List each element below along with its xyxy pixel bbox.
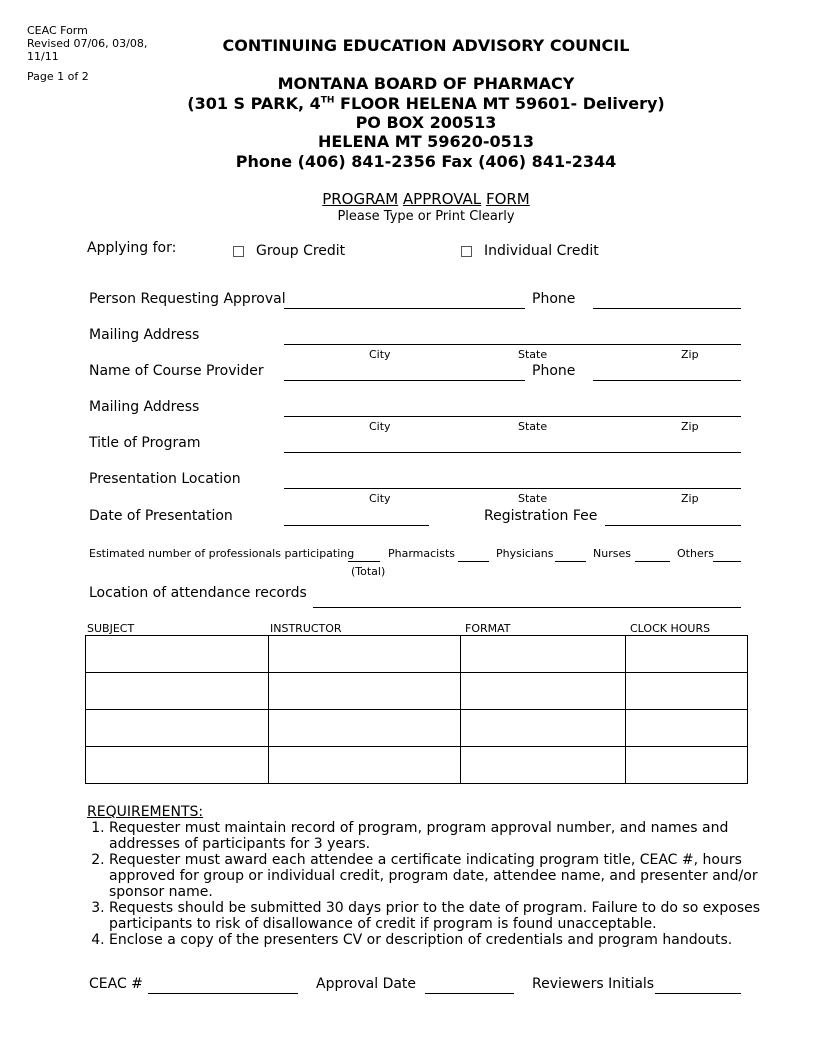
title-program-label: Title of Program	[89, 435, 201, 451]
format-header: FORMAT	[465, 622, 511, 635]
instructor-cell[interactable]	[268, 673, 461, 710]
program-schedule-table	[85, 635, 748, 784]
table-row	[86, 710, 748, 747]
state-caption: State	[518, 492, 548, 505]
approval-date-field[interactable]	[425, 993, 514, 994]
provider-phone-field[interactable]	[593, 380, 741, 381]
mailing-address-label: Mailing Address	[89, 327, 200, 343]
format-cell[interactable]	[461, 747, 626, 784]
delivery-address: (301 S PARK, 4TH FLOOR HELENA MT 59601- Delivery)	[187, 94, 665, 113]
council-title: CONTINUING EDUCATION ADVISORY COUNCIL	[222, 36, 630, 55]
course-provider-label: Name of Course Provider	[89, 363, 264, 379]
reviewers-initials-label: Reviewers Initials	[532, 976, 655, 992]
city-zip: HELENA MT 59620-0513	[317, 132, 535, 151]
requirements-heading: REQUIREMENTS:	[87, 804, 204, 820]
reviewers-initials-field[interactable]	[655, 993, 741, 994]
format-cell[interactable]	[461, 636, 626, 673]
provider-phone-label: Phone	[532, 363, 576, 379]
pharmacists-label: Pharmacists	[388, 547, 456, 560]
individual-credit-checkbox[interactable]	[461, 246, 472, 257]
attendance-records-label: Location of attendance records	[89, 585, 307, 601]
total-field[interactable]	[348, 561, 380, 562]
total-caption: (Total)	[351, 565, 386, 578]
city-caption: City	[369, 492, 391, 505]
format-cell[interactable]	[461, 673, 626, 710]
requirements-section	[87, 804, 767, 948]
form-instruction: Please Type or Print Clearly	[337, 209, 515, 224]
mailing-address-field[interactable]	[284, 344, 741, 345]
requirement-item: 3. Requests should be submitted 30 days prior to the date of program. Failure to do so exposes participants to risk of disallowance of credit if program is found unacceptable.	[109, 900, 767, 932]
subject-cell[interactable]	[86, 673, 269, 710]
city-caption: City	[369, 420, 391, 433]
clock-hours-cell[interactable]	[626, 747, 748, 784]
estimated-label: Estimated number of professionals participating	[89, 547, 355, 560]
subject-cell[interactable]	[86, 710, 269, 747]
table-row	[86, 636, 748, 673]
approval-date-label: Approval Date	[316, 976, 417, 992]
subject-cell[interactable]	[86, 636, 269, 673]
requirement-item: 2. Requester must award each attendee a certificate indicating program title, CEAC #, hours approved for group or individual credit, program date, attendee name, and presenter and/or sponsor name.	[109, 852, 767, 900]
form-title: PROGRAM APPROVAL FORM	[322, 190, 530, 208]
date-presentation-label: Date of Presentation	[89, 508, 233, 524]
attendance-records-field[interactable]	[313, 607, 741, 608]
city-caption: City	[369, 348, 391, 361]
group-credit-label: Group Credit	[256, 243, 346, 259]
others-label: Others	[677, 547, 714, 560]
provider-mailing-address-label: Mailing Address	[89, 399, 200, 415]
title-program-field[interactable]	[284, 452, 741, 453]
nurses-label: Nurses	[593, 547, 631, 560]
clock-hours-cell[interactable]	[626, 636, 748, 673]
instructor-cell[interactable]	[268, 636, 461, 673]
table-row	[86, 747, 748, 784]
nurses-field[interactable]	[635, 561, 670, 562]
board-name: MONTANA BOARD OF PHARMACY	[277, 74, 575, 93]
revision-dates-cont: 11/11	[27, 50, 59, 63]
person-requesting-label: Person Requesting Approval	[89, 291, 286, 307]
individual-credit-label: Individual Credit	[484, 243, 599, 259]
ceac-number-label: CEAC #	[89, 976, 143, 992]
table-row	[86, 673, 748, 710]
instructor-cell[interactable]	[268, 710, 461, 747]
physicians-field[interactable]	[555, 561, 586, 562]
subject-cell[interactable]	[86, 747, 269, 784]
phone-label: Phone	[532, 291, 576, 307]
phone-fax: Phone (406) 841-2356 Fax (406) 841-2344	[235, 152, 617, 171]
instructor-header: INSTRUCTOR	[270, 622, 342, 635]
registration-fee-field[interactable]	[605, 525, 741, 526]
others-field[interactable]	[713, 561, 741, 562]
provider-mailing-address-field[interactable]	[284, 416, 741, 417]
clock-hours-cell[interactable]	[626, 673, 748, 710]
pharmacists-field[interactable]	[458, 561, 489, 562]
requirement-item: 1. Requester must maintain record of program, program approval number, and names and addresses of participants for 3 years.	[109, 820, 767, 852]
revision-dates: Revised 07/06, 03/08,	[27, 37, 148, 50]
subject-header: SUBJECT	[87, 622, 135, 635]
course-provider-field[interactable]	[284, 380, 525, 381]
ceac-number-field[interactable]	[148, 993, 298, 994]
registration-fee-label: Registration Fee	[484, 508, 598, 524]
date-presentation-field[interactable]	[284, 525, 429, 526]
page-number: Page 1 of 2	[27, 70, 89, 83]
applying-for-label: Applying for:	[87, 240, 177, 256]
clock-hours-header: CLOCK HOURS	[630, 622, 711, 635]
physicians-label: Physicians	[496, 547, 554, 560]
zip-caption: Zip	[681, 348, 699, 361]
state-caption: State	[518, 348, 548, 361]
presentation-location-field[interactable]	[284, 488, 741, 489]
clock-hours-cell[interactable]	[626, 710, 748, 747]
group-credit-checkbox[interactable]	[233, 246, 244, 257]
zip-caption: Zip	[681, 420, 699, 433]
po-box: PO BOX 200513	[355, 113, 497, 132]
instructor-cell[interactable]	[268, 747, 461, 784]
requirement-item: 4. Enclose a copy of the presenters CV or description of credentials and program handouts.	[109, 932, 767, 948]
format-cell[interactable]	[461, 710, 626, 747]
presentation-location-label: Presentation Location	[89, 471, 241, 487]
person-requesting-field[interactable]	[284, 308, 525, 309]
phone-field[interactable]	[593, 308, 741, 309]
zip-caption: Zip	[681, 492, 699, 505]
form-id: CEAC Form	[27, 24, 88, 37]
state-caption: State	[518, 420, 548, 433]
